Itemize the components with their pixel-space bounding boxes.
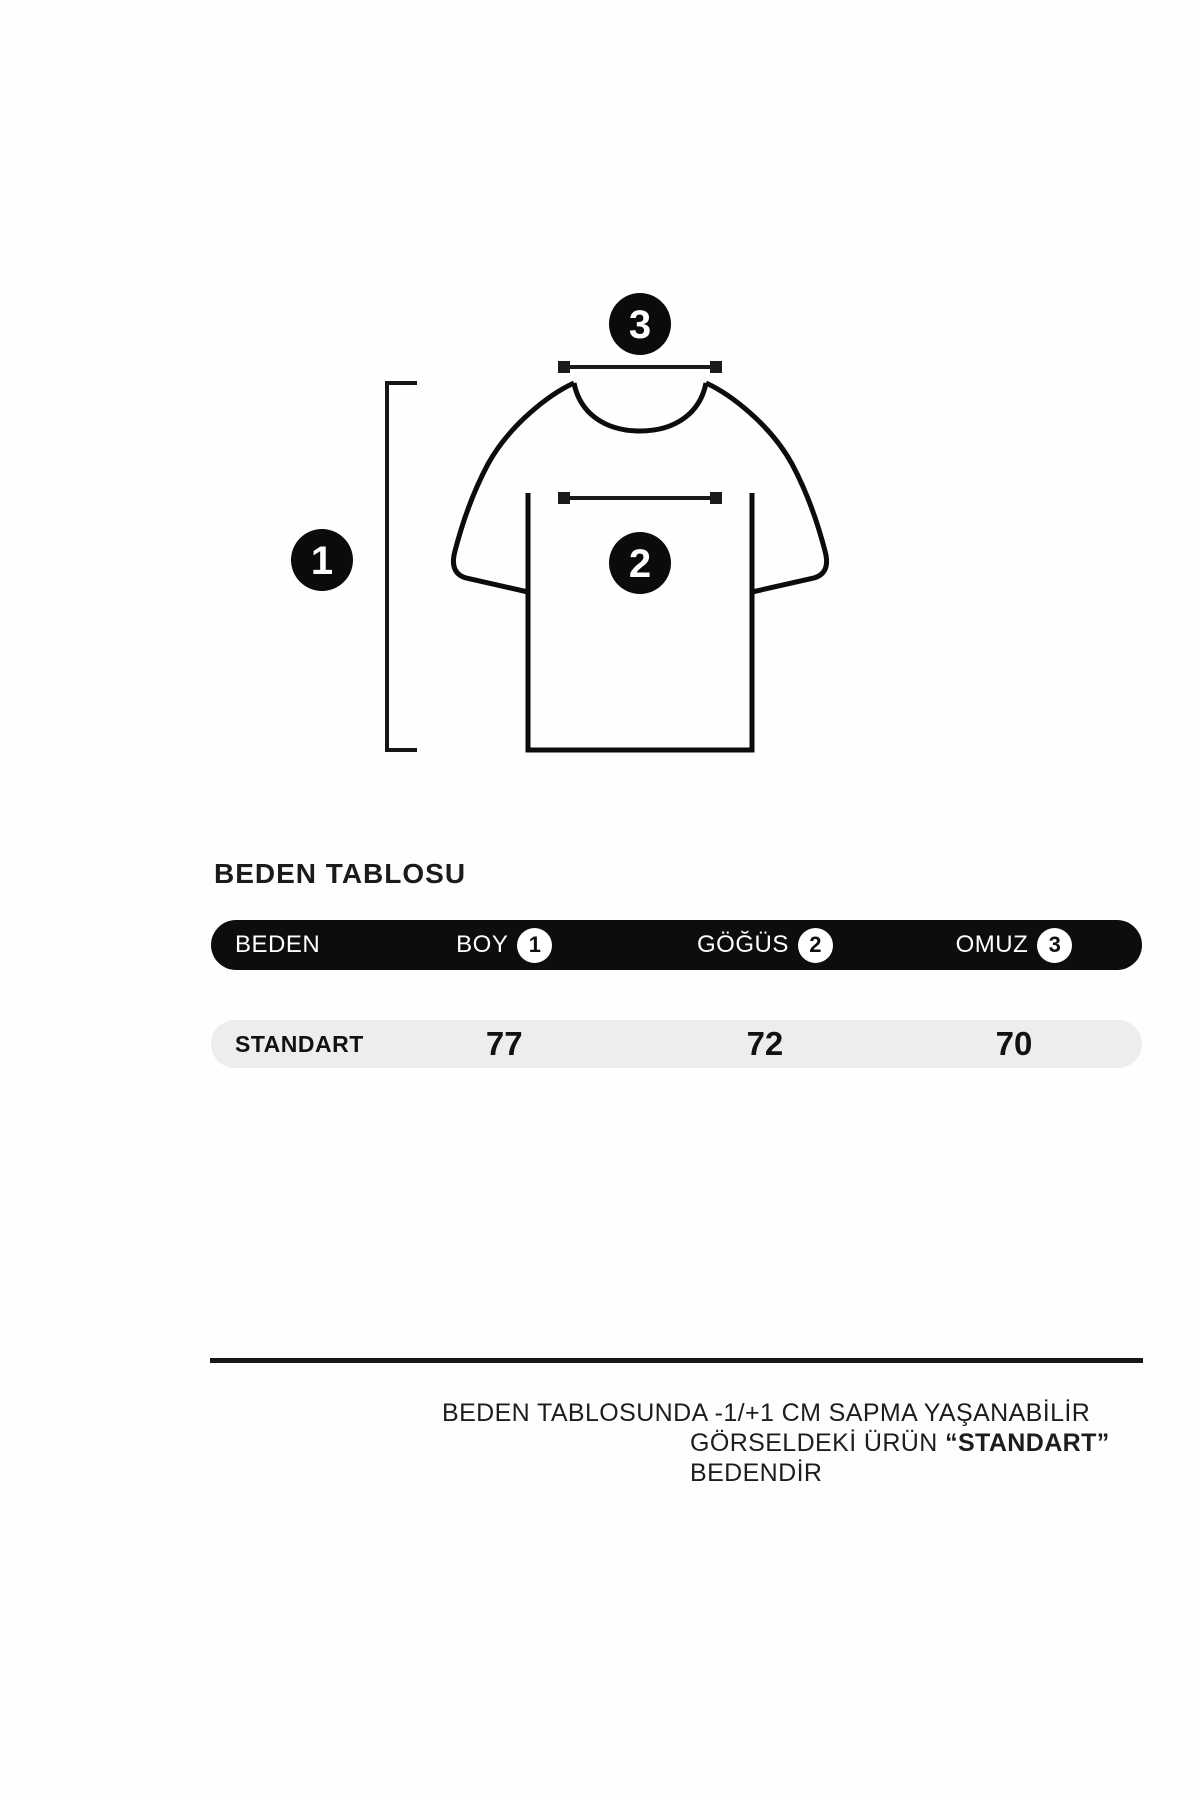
shoulder-marker-badge: [609, 293, 671, 355]
chest-marker-badge: [609, 532, 671, 594]
col-header-gogus: GÖĞÜS 2: [644, 928, 886, 963]
svg-text:3: 3: [628, 303, 652, 347]
size-table-title: BEDEN TABLOSU: [214, 858, 467, 889]
svg-text:2: 2: [628, 542, 652, 586]
footnote-line-2: GÖRSELDEKİ ÜRÜN “STANDART”: [690, 1429, 1110, 1457]
chest-measure-line: [558, 492, 722, 504]
length-marker-badge: [291, 529, 353, 591]
length-bracket: [387, 383, 417, 750]
body-and-hem: [528, 493, 752, 750]
size-table-row: [211, 1020, 1142, 1068]
gogus-value: 72: [746, 1025, 784, 1062]
tshirt-measure-diagram: [250, 240, 910, 800]
size-name: STANDART: [235, 1030, 364, 1057]
left-sleeve: [453, 383, 574, 592]
gogus-marker-icon: 2: [798, 928, 833, 963]
neckline: [574, 383, 706, 431]
boy-marker-icon: 1: [517, 928, 552, 963]
col-header-beden: BEDEN: [235, 931, 321, 958]
right-sleeve: [706, 383, 827, 592]
footnote-line-1: BEDEN TABLOSUNDA -1/+1 CM SAPMA YAŞANABİLİR: [442, 1399, 1091, 1427]
boy-value: 77: [485, 1025, 523, 1062]
footnote: [442, 1398, 1152, 1488]
shoulder-measure-line: [558, 361, 722, 373]
col-header-omuz: OMUZ 3: [886, 928, 1142, 963]
omuz-marker-icon: 3: [1037, 928, 1072, 963]
footnote-line-3: BEDENDİR: [690, 1459, 823, 1487]
svg-text:1: 1: [310, 539, 334, 583]
omuz-value: 70: [995, 1025, 1033, 1062]
col-header-boy: BOY 1: [365, 928, 644, 963]
divider-line: [210, 1358, 1143, 1363]
size-table-header: [211, 920, 1142, 970]
